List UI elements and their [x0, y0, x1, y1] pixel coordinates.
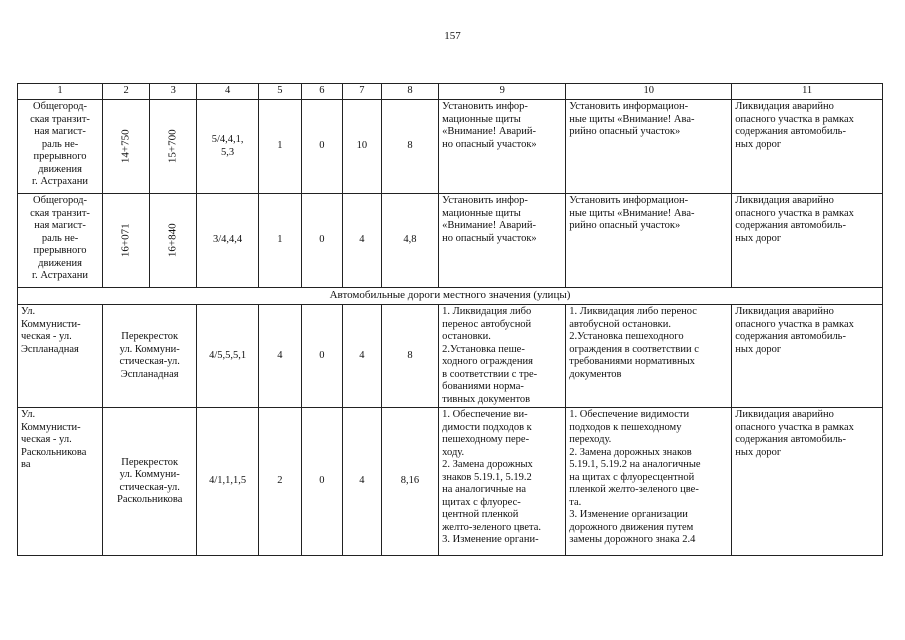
km-start-cell: 16+071: [103, 194, 150, 288]
result-cell: Ликвидация аварийно опасного участка в рамках содержания автомобиль- ных дорог: [732, 408, 883, 556]
measures-cell: 1. Обеспечение ви- димости подходов к пешеходному пере- ходу. 2. Замена дорожных знаков 5.19.1, 5.19.2 на аналогичные на щитах с флуорес- центной пленкой желто-зеленого цвета. 3. Изменение органи-: [439, 408, 566, 556]
actions-cell: Установить информацион- ные щиты «Внимание! Ава- рийно опасный участок»: [566, 100, 732, 194]
header-cell: 1: [18, 84, 103, 100]
header-cell: 5: [258, 84, 301, 100]
table-row: [18, 305, 883, 408]
col5-cell: 1: [258, 100, 301, 194]
page-number: 157: [444, 30, 461, 42]
col8-cell: 8,16: [381, 408, 438, 556]
measures-cell: Установить инфор- мационные щиты «Внимание! Аварий- но опасный участок»: [439, 194, 566, 288]
header-cell: 9: [439, 84, 566, 100]
header-cell: 11: [732, 84, 883, 100]
road-name-cell: Ул. Коммунисти- ческая - ул. Эспланадная: [18, 305, 103, 408]
col6-cell: 0: [301, 408, 342, 556]
col6-cell: 0: [301, 305, 342, 408]
result-cell: Ликвидация аварийно опасного участка в рамках содержания автомобиль- ных дорог: [732, 305, 883, 408]
location-cell: Перекресток ул. Коммуни- стическая-ул. Эспланадная: [103, 305, 197, 408]
accidents-cell: 3/4,4,4: [197, 194, 258, 288]
col7-cell: 4: [342, 305, 381, 408]
table-row: [18, 408, 883, 556]
header-cell: 10: [566, 84, 732, 100]
actions-cell: 1. Ликвидация либо перенос автобусной остановки. 2.Установка пешеходного ограждения в соответствии с требованиями нормативных документов: [566, 305, 732, 408]
table-row: [18, 194, 883, 288]
result-cell: Ликвидация аварийно опасного участка в рамках содержания автомобиль- ных дорог: [732, 194, 883, 288]
road-name-cell: Ул. Коммунисти- ческая - ул. Раскольникова ва: [18, 408, 103, 556]
header-cell: 7: [342, 84, 381, 100]
road-name-cell: Общегород- ская транзит- ная магист- раль не- прерывного движения г. Астрахани: [18, 100, 103, 194]
col8-cell: 8: [381, 305, 438, 408]
section-title: Автомобильные дороги местного значения (улицы): [18, 288, 883, 305]
col8-cell: 8: [381, 100, 438, 194]
header-cell: 6: [301, 84, 342, 100]
data-table: [17, 83, 883, 556]
accidents-cell: 4/5,5,5,1: [197, 305, 258, 408]
col7-cell: 4: [342, 408, 381, 556]
km-end-cell: 16+840: [150, 194, 197, 288]
section-row: [18, 288, 883, 305]
col8-cell: 4,8: [381, 194, 438, 288]
table-row: [18, 100, 883, 194]
header-cell: 8: [381, 84, 438, 100]
col5-cell: 2: [258, 408, 301, 556]
road-name-cell: Общегород- ская транзит- ная магист- раль не- прерывного движения г. Астрахани: [18, 194, 103, 288]
col7-cell: 4: [342, 194, 381, 288]
col6-cell: 0: [301, 194, 342, 288]
location-cell: Перекресток ул. Коммуни- стическая-ул. Раскольникова: [103, 408, 197, 556]
measures-cell: Установить инфор- мационные щиты «Внимание! Аварий- но опасный участок»: [439, 100, 566, 194]
col6-cell: 0: [301, 100, 342, 194]
header-row: [18, 84, 883, 100]
actions-cell: Установить информацион- ные щиты «Внимание! Ава- рийно опасный участок»: [566, 194, 732, 288]
actions-cell: 1. Обеспечение видимости подходов к пешеходному переходу. 2. Замена дорожных знаков 5.19.1, 5.19.2 на аналогичные на щитах с флуоресцентной пленкой желто-зеленого цве- та. 3. Изменение организации дорожного движения путем замены дорожного знака 2.4: [566, 408, 732, 556]
measures-cell: 1. Ликвидация либо перенос автобусной остановки. 2.Установка пеше- ходного ограждения в соответствии с тре- бованиями норма- тивных документов: [439, 305, 566, 408]
accidents-cell: 5/4,4,1, 5,3: [197, 100, 258, 194]
result-cell: Ликвидация аварийно опасного участка в рамках содержания автомобиль- ных дорог: [732, 100, 883, 194]
col7-cell: 10: [342, 100, 381, 194]
km-start-cell: 14+750: [103, 100, 150, 194]
col5-cell: 1: [258, 194, 301, 288]
col5-cell: 4: [258, 305, 301, 408]
km-end-cell: 15+700: [150, 100, 197, 194]
header-cell: 3: [150, 84, 197, 100]
header-cell: 4: [197, 84, 258, 100]
header-cell: 2: [103, 84, 150, 100]
accidents-cell: 4/1,1,1,5: [197, 408, 258, 556]
